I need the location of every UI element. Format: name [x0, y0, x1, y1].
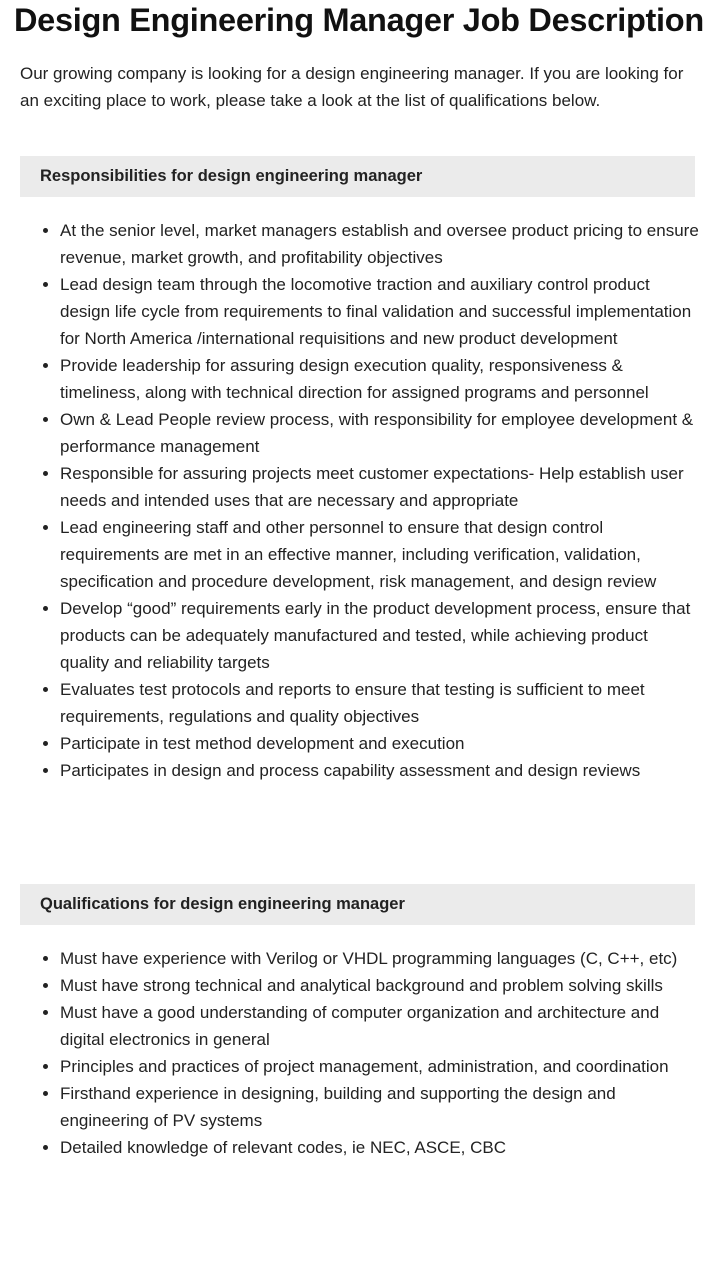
responsibilities-heading: Responsibilities for design engineering manager [20, 156, 695, 197]
list-item: • Principles and practices of project management, administration, and coordination [60, 1053, 700, 1080]
list-item: • Must have a good understanding of computer organization and architecture and digital electronics in general [60, 999, 700, 1053]
intro-paragraph: Our growing company is looking for a design engineering manager. If you are looking for an exciting place to work, please take a look at the list of qualifications below. [20, 64, 684, 110]
list-item: • Lead design team through the locomotive traction and auxiliary control product design life cycle from requirements to final validation and successful implementation for North America /international requisitions and new product development [60, 271, 700, 352]
list-item: • Responsible for assuring projects meet customer expectations- Help establish user needs and intended uses that are necessary and appropriate [60, 460, 700, 514]
list-item: • Must have strong technical and analytical background and problem solving skills [60, 972, 700, 999]
list-item: • Develop “good” requirements early in the product development process, ensure that products can be adequately manufactured and tested, while achieving product quality and reliability targets [60, 595, 700, 676]
list-item: • Firsthand experience in designing, building and supporting the design and engineering of PV systems [60, 1080, 700, 1134]
qualifications-list [20, 945, 700, 1161]
responsibilities-list [20, 217, 700, 784]
list-item: • Participates in design and process capability assessment and design reviews [60, 757, 700, 784]
list-item: • Must have experience with Verilog or VHDL programming languages (C, C++, etc) [60, 945, 700, 972]
list-item: • Provide leadership for assuring design execution quality, responsiveness & timeliness, along with technical direction for assigned programs and personnel [60, 352, 700, 406]
page-title: Design Engineering Manager Job Description [14, 2, 704, 38]
list-item: • Own & Lead People review process, with responsibility for employee development & performance management [60, 406, 700, 460]
list-item: • At the senior level, market managers establish and oversee product pricing to ensure revenue, market growth, and profitability objectives [60, 217, 700, 271]
list-item: • Participate in test method development and execution [60, 730, 700, 757]
qualifications-heading: Qualifications for design engineering manager [20, 884, 695, 925]
list-item: • Evaluates test protocols and reports to ensure that testing is sufficient to meet requirements, regulations and quality objectives [60, 676, 700, 730]
list-item: • Detailed knowledge of relevant codes, ie NEC, ASCE, CBC [60, 1134, 700, 1161]
list-item: • Lead engineering staff and other personnel to ensure that design control requirements are met in an effective manner, including verification, validation, specification and procedure development, risk management, and design review [60, 514, 700, 595]
